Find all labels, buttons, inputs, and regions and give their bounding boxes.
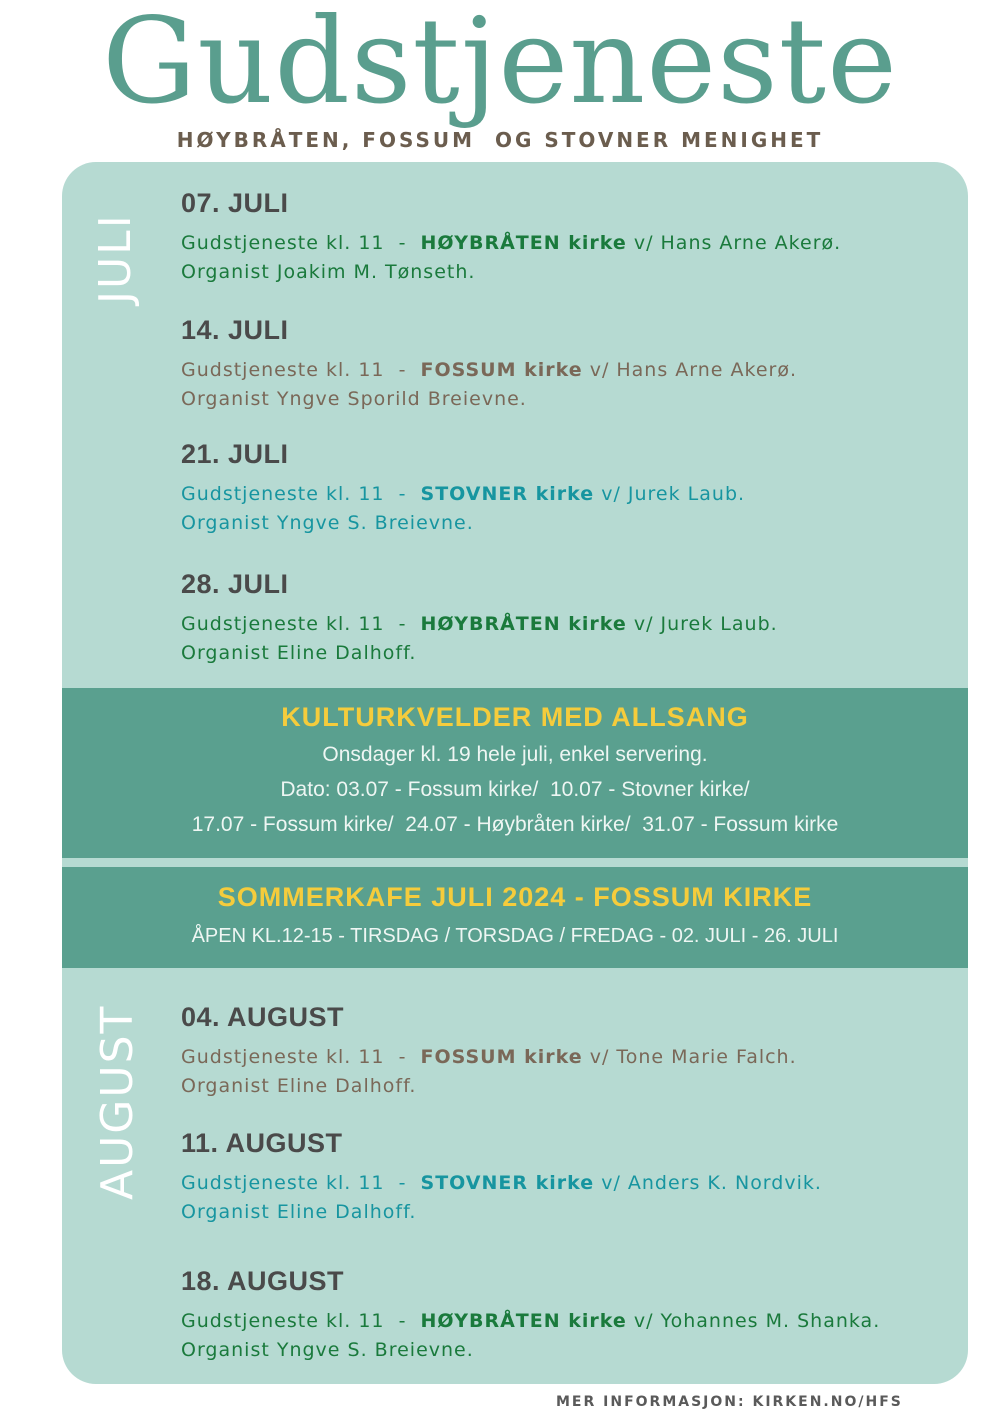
event-july-07 — [181, 188, 841, 287]
event-organist: Organist Eline Dalhoff. — [181, 1075, 417, 1097]
event-organist: Organist Eline Dalhoff. — [181, 1201, 417, 1223]
event-date: 11. AUGUST — [181, 1128, 343, 1158]
event-organist: Organist Eline Dalhoff. — [181, 642, 417, 664]
event-organist: Organist Yngve S. Breievne. — [181, 512, 474, 534]
event-date: 14. JULI — [181, 315, 289, 345]
church-name: HØYBRÅTEN kirke — [420, 1310, 627, 1332]
event-date: 07. JULI — [181, 188, 289, 218]
church-name: FOSSUM kirke — [420, 359, 583, 381]
event-details: Gudstjeneste kl. 11 - FOSSUM kirke v/ Hans Arne Akerø. — [181, 359, 798, 381]
event-organist: Organist Joakim M. Tønseth. — [181, 261, 476, 283]
sommerkafe-banner — [62, 867, 968, 968]
event-details: Gudstjeneste kl. 11 - STOVNER kirke v/ Jurek Laub. — [181, 483, 746, 505]
event-details: Gudstjeneste kl. 11 - HØYBRÅTEN kirke v/ Jurek Laub. — [181, 613, 778, 635]
event-date: 21. JULI — [181, 439, 289, 469]
event-organist: Organist Yngve S. Breievne. — [181, 1339, 474, 1361]
event-details: Gudstjeneste kl. 11 - FOSSUM kirke v/ Tone Marie Falch. — [181, 1046, 797, 1068]
sommerkafe-title: SOMMERKAFE JULI 2024 - FOSSUM KIRKE — [217, 882, 813, 912]
event-august-04 — [181, 1002, 797, 1101]
church-name: HØYBRÅTEN kirke — [420, 613, 627, 635]
kulturkvelder-banner — [62, 688, 968, 858]
page-title: Gudstjeneste — [102, 0, 898, 130]
footer-info: MER INFORMASJON: KIRKEN.NO/HFS — [556, 1394, 903, 1410]
kulturkvelder-title: KULTURKVELDER MED ALLSANG — [281, 702, 749, 732]
event-august-11 — [181, 1128, 822, 1227]
event-details: Gudstjeneste kl. 11 - STOVNER kirke v/ Anders K. Nordvik. — [181, 1172, 822, 1194]
kulturkvelder-line-2: Dato: 03.07 - Fossum kirke/ 10.07 - Stovner kirke/ — [280, 778, 750, 801]
month-label-august: AUGUST — [92, 1004, 143, 1200]
event-july-14 — [181, 315, 797, 414]
sommerkafe-line-1: ÅPEN KL.12-15 - TIRSDAG / TORSDAG / FREDAG - 02. JULI - 26. JULI — [191, 925, 839, 947]
church-name: FOSSUM kirke — [420, 1046, 583, 1068]
schedule-card — [62, 162, 968, 1384]
event-organist: Organist Yngve Sporild Breievne. — [181, 388, 527, 410]
kulturkvelder-line-1: Onsdager kl. 19 hele juli, enkel servering. — [322, 743, 708, 766]
church-name: HØYBRÅTEN kirke — [420, 232, 627, 254]
event-july-21 — [181, 439, 745, 538]
event-date: 18. AUGUST — [181, 1266, 345, 1296]
event-august-18 — [181, 1266, 880, 1365]
page-subtitle: HØYBRÅTEN, FOSSUM OG STOVNER MENIGHET — [176, 128, 824, 152]
month-label-july: JULI — [90, 213, 141, 304]
church-name: STOVNER kirke — [420, 1172, 595, 1194]
event-details: Gudstjeneste kl. 11 - HØYBRÅTEN kirke v/ Yohannes M. Shanka. — [181, 1310, 881, 1332]
event-details: Gudstjeneste kl. 11 - HØYBRÅTEN kirke v/ Hans Arne Akerø. — [181, 232, 842, 254]
event-date: 04. AUGUST — [181, 1002, 345, 1032]
event-date: 28. JULI — [181, 569, 289, 599]
kulturkvelder-line-3: 17.07 - Fossum kirke/ 24.07 - Høybråten kirke/ 31.07 - Fossum kirke — [191, 813, 839, 836]
event-july-28 — [181, 569, 778, 668]
church-name: STOVNER kirke — [420, 483, 595, 505]
